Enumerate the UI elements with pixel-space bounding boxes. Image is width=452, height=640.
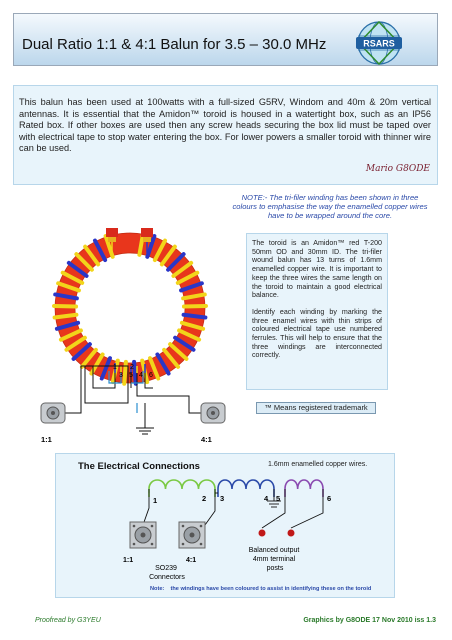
ratio-4-1-label: 4:1 xyxy=(201,435,212,444)
node-6-label: 6 xyxy=(327,494,332,503)
winding-turn xyxy=(184,306,206,307)
node-2-label: 2 xyxy=(202,494,207,503)
balanced-line2: 4mm terminal xyxy=(252,556,296,563)
so239-connector-4-1 xyxy=(179,522,205,548)
rsars-logo xyxy=(348,20,410,66)
winding-note: NOTE:- The tri-filer winding has been shown in three colours to emphasise the way the enamelled copper wires have to be wrapped around the core. xyxy=(232,193,428,221)
ground-symbol xyxy=(136,423,154,434)
terminal-5-label: 5 xyxy=(129,372,133,379)
wire-spec-label: 1.6mm enamelled copper wires. xyxy=(268,461,368,468)
terminal-3-label: 3 xyxy=(119,372,123,379)
logo-text: RSARS xyxy=(363,38,395,49)
terminal-4-label: 4 xyxy=(139,372,143,379)
balanced-line1: Balanced output xyxy=(248,547,300,554)
terminal-6-label: 6 xyxy=(149,372,153,379)
ratio-1-1-label: 1:1 xyxy=(41,435,52,444)
terminal-2-label: 2 xyxy=(130,364,134,371)
schematic-footnote xyxy=(150,586,371,592)
winding-turn xyxy=(124,362,126,384)
winding-turn xyxy=(134,362,136,384)
so239-connector-right xyxy=(201,403,225,423)
balanced-output-label xyxy=(249,547,302,572)
schematic-wires xyxy=(143,489,323,533)
electrical-schematic xyxy=(55,453,395,588)
node-3-label: 3 xyxy=(220,494,225,503)
winding-turn xyxy=(54,306,76,307)
connectors-label-line2: Connectors xyxy=(149,574,185,581)
toroid-diagram xyxy=(35,228,255,453)
winding-turn xyxy=(184,315,206,318)
so239-connector-left xyxy=(41,403,65,423)
node-4-label: 4 xyxy=(264,494,269,503)
schematic-ratio-4-1: 4:1 xyxy=(186,557,197,564)
winding-turn xyxy=(55,315,77,318)
connectors-label xyxy=(149,565,185,581)
coil-purple xyxy=(285,480,323,497)
so239-connector-1-1 xyxy=(130,522,156,548)
terminal-posts xyxy=(259,530,295,537)
trademark-note: ™ Means registered trademark xyxy=(256,402,376,414)
footnote-text: the windings have been coloured to assist in identifying these on the toroid xyxy=(170,586,372,592)
page-title: Dual Ratio 1:1 & 4:1 Balun for 3.5 – 30.0 MHz xyxy=(22,36,327,53)
signature: Mario G8ODE xyxy=(365,164,430,174)
connectors-label-line1: SO239 xyxy=(155,565,177,572)
node-5-label: 5 xyxy=(276,494,281,503)
node-1-label: 1 xyxy=(153,496,158,505)
info-box xyxy=(246,233,388,390)
info-paragraph-2: Identify each winding by marking the three enamel wires with thin strips of coloured electrical tape use numbered ferrules. This will help to ensure that the three windings are interconnected correctly. xyxy=(252,307,382,360)
footnote-label: Note: xyxy=(150,586,165,592)
electrical-connections-title: The Electrical Connections xyxy=(78,461,200,472)
info-paragraph-1: The toroid is an Amidon™ red T-200 50mm OD and 30mm ID. The tri-filer wound balun has 13 turns of 1.6mm enamelled copper wire. It is important to keep the three wires the same length on the toroid to maintain a good electrical balance. xyxy=(252,239,382,300)
terminal-1-label: 1 xyxy=(113,364,117,371)
balanced-line3: posts xyxy=(266,565,284,572)
intro-text: This balun has been used at 100watts with a full-sized G5RV, Windom and 40m & 20m vertical antennas. It is essential that the Amidon™ toroid is housed in a watertight box, such as an IP56 Rated box. If other boxes are used then any screw heads securing the box lid must be taped over with electrical tape to stop water entering the box. For lower powers a smaller toroid with thinner wire can be used. xyxy=(19,97,431,153)
footer-proofread: Proofread by G3YEU xyxy=(35,617,101,624)
schematic-ratio-1-1: 1:1 xyxy=(123,557,134,564)
footer-graphics: Graphics by G8ODE 17 Nov 2010 iss 1.3 xyxy=(303,617,436,624)
